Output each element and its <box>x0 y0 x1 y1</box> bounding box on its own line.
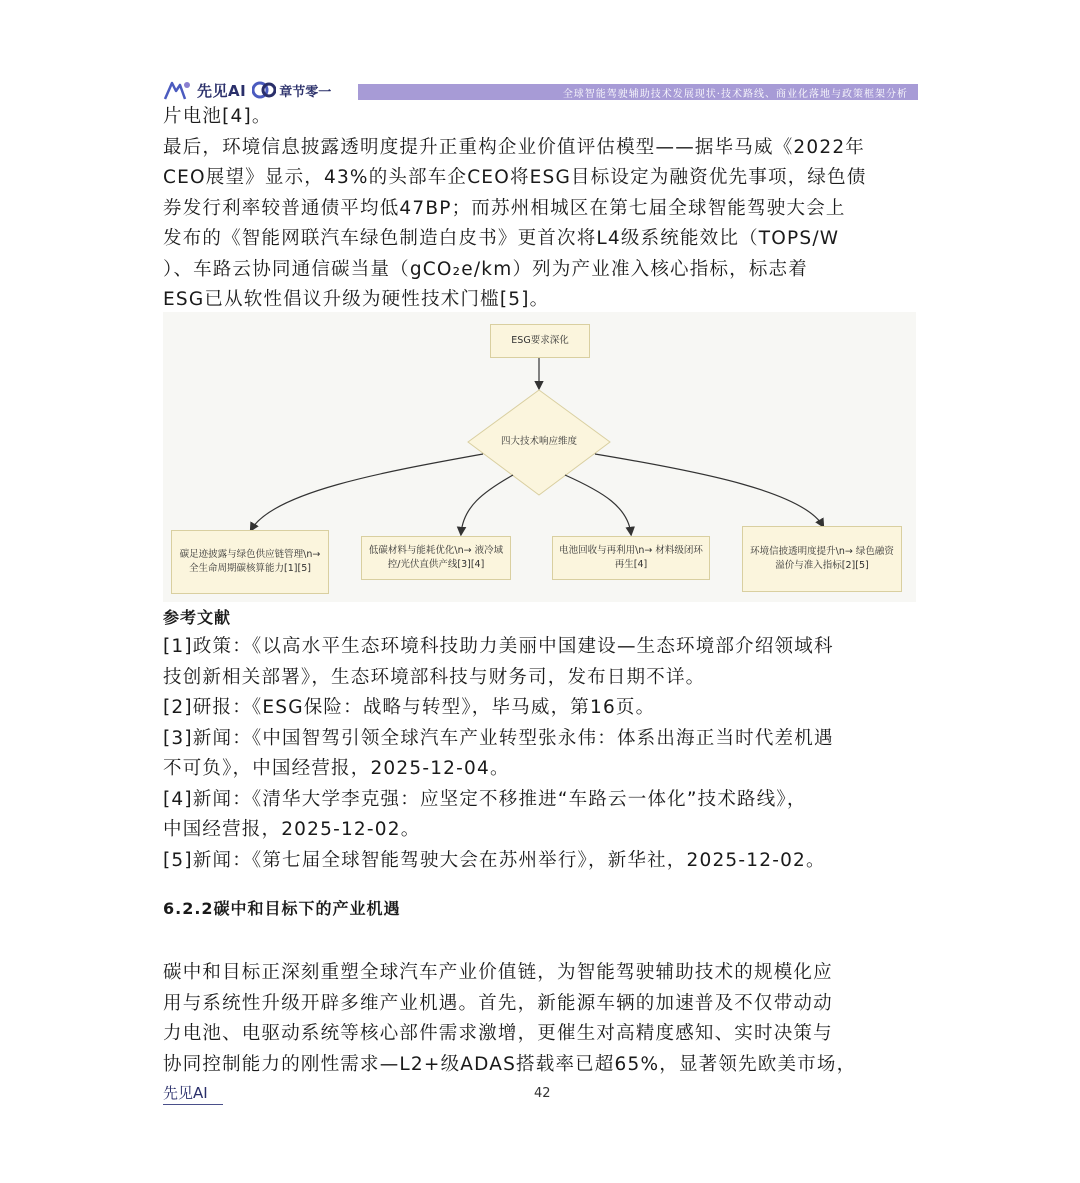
text-line: 发布的《智能网联汽车绿色制造白皮书》更首次将L4级系统能效比（TOPS/W <box>163 228 840 249</box>
arrow-to-leaf4 <box>595 454 823 526</box>
esg-flow-diagram <box>163 312 916 602</box>
text-line: ESG已从软性倡议升级为硬性技术门槛[5]。 <box>163 289 550 310</box>
arrow-to-leaf1 <box>251 454 483 530</box>
section-heading: 6.2.2碳中和目标下的产业机遇 <box>163 899 401 918</box>
text-line: 最后，环境信息披露透明度提升正重构企业价值评估模型——据毕马威《2022年 <box>163 136 865 158</box>
header-logo2-text: 章节零一 <box>279 84 332 100</box>
body-paragraph-carbon-neutral <box>163 958 923 1080</box>
text-line: 协同控制能力的刚性需求—L2+级ADAS搭载率已超65%，显著领先欧美市场， <box>163 1053 857 1075</box>
reference-line: [4]新闻：《清华大学李克强：应坚定不移推进“车路云一体化”技术路线》， <box>163 788 807 810</box>
header-logo-text: 先见AI <box>197 81 247 100</box>
references-heading: 参考文献 <box>163 608 232 627</box>
footer-logo <box>163 1082 208 1103</box>
text-line: 力电池、电驱动系统等核心部件需求激增，更催生对高精度感知、实时决策与 <box>163 1023 833 1044</box>
reference-line: 中国经营报，2025-12-02。 <box>163 819 421 840</box>
text-line: CEO展望》显示，43%的头部车企CEO将ESG目标设定为融资优先事项，绿色债 <box>163 167 867 188</box>
diagram-leaf-battery: 电池回收与再利用\n→ 材料级闭环再生[4] <box>552 536 710 580</box>
page-header <box>163 78 918 102</box>
text-line: 片电池[4]。 <box>163 106 272 127</box>
header-logo-group <box>163 78 331 102</box>
references-list <box>163 632 923 876</box>
page-number: 42 <box>534 1086 551 1101</box>
text-line: 碳中和目标正深刻重塑全球汽车产业价值链，为智能驾驶辅助技术的规模化应 <box>163 962 833 983</box>
reference-line: [3]新闻：《中国智驾引领全球汽车产业转型张永伟：体系出海正当时代差机遇 <box>163 727 834 749</box>
footer-logo-text: 先见AI <box>163 1084 208 1102</box>
reference-line: 技创新相关部署》，生态环境部科技与财务司，发布日期不详。 <box>163 666 706 688</box>
zhangjie-logo-icon <box>252 79 276 101</box>
reference-line: [1]政策：《以高水平生态环境科技助力美丽中国建设—生态环境部介绍领域科 <box>163 636 834 657</box>
header-banner <box>358 84 918 100</box>
footer-underline <box>163 1104 223 1105</box>
text-line: 用与系统性升级开辟多维产业机遇。首先，新能源车辆的加速普及不仅带动动 <box>163 992 833 1014</box>
diagram-leaf-lowcarbon: 低碳材料与能耗优化\n→ 液冷域控/光伏直供产线[3][4] <box>361 536 511 580</box>
arrow-to-leaf2 <box>461 475 513 534</box>
diagram-node-esg: ESG要求深化 <box>490 324 590 358</box>
diagram-leaf-carbon: 碳足迹披露与绿色供应链管理\n→ 全生命周期碳核算能力[1][5] <box>171 530 329 594</box>
diagram-leaf-disclosure: 环境信披透明度提升\n→ 绿色融资溢价与准入指标[2][5] <box>742 526 902 592</box>
reference-line: [2]研报：《ESG保险：战略与转型》，毕马威，第16页。 <box>163 697 656 718</box>
body-paragraph-esg <box>163 102 923 316</box>
text-line: ）、车路云协同通信碳当量（gCO₂e/km）列为产业准入核心指标，标志着 <box>163 258 808 280</box>
text-line: 券发行利率较普通债平均低47BP；而苏州相城区在第七届全球智能驾驶大会上 <box>163 197 846 219</box>
arrow-to-leaf3 <box>565 475 631 534</box>
reference-line: 不可负》，中国经营报，2025-12-04。 <box>163 758 510 779</box>
header-banner-text: 全球智能驾驶辅助技术发展现状·技术路线、商业化落地与政策框架分析 <box>562 89 908 100</box>
diagram-diamond-label: 四大技术响应维度 <box>500 436 577 447</box>
xianjian-logo-icon <box>163 79 193 101</box>
reference-line: [5]新闻：《第七届全球智能驾驶大会在苏州举行》，新华社，2025-12-02。 <box>163 849 826 871</box>
